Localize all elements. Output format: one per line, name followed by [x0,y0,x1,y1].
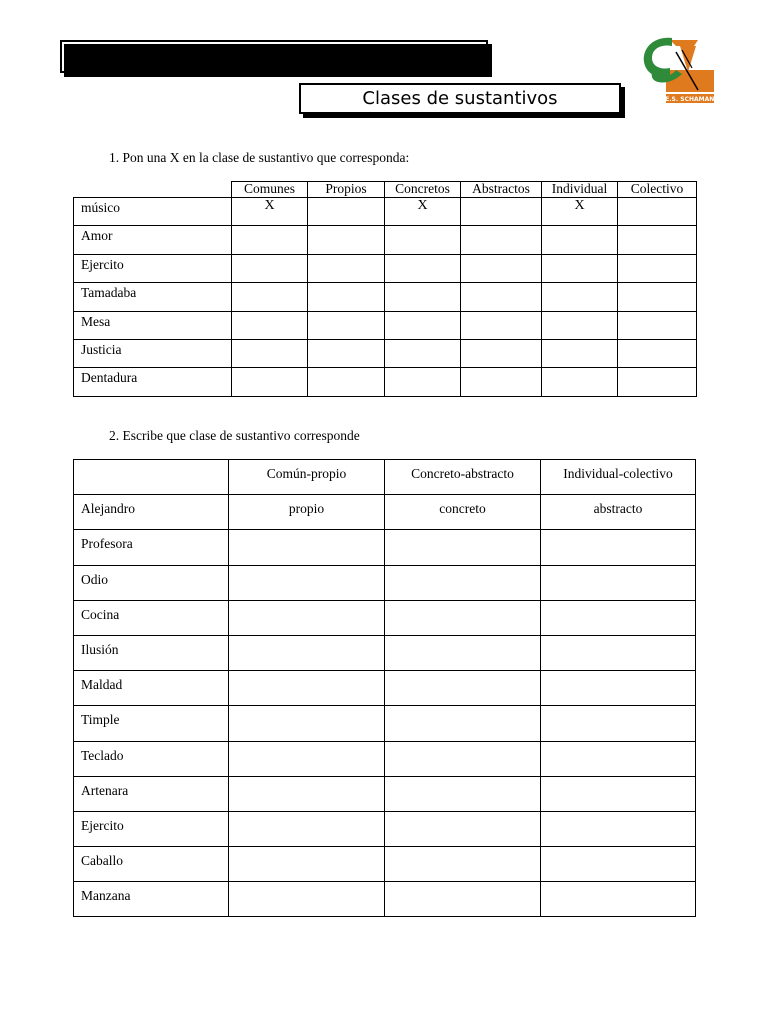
answer-cell[interactable] [229,847,385,882]
school-logo-icon [636,32,714,104]
answer-cell[interactable] [229,530,385,565]
answer-cell[interactable] [541,882,696,917]
answer-cell[interactable] [385,741,541,776]
answer-cell[interactable] [542,283,618,311]
table-header-cell: Comunes [232,182,308,198]
table-header-cell: Individual-colectivo [541,460,696,495]
answer-cell[interactable]: X [542,198,618,226]
answer-cell[interactable] [232,283,308,311]
answer-cell[interactable] [385,254,461,282]
row-label: Manzana [74,882,229,917]
answer-cell[interactable] [229,741,385,776]
answer-cell[interactable] [618,226,697,254]
row-label: Maldad [74,671,229,706]
answer-cell[interactable] [385,635,541,670]
answer-cell[interactable] [385,600,541,635]
answer-cell[interactable] [541,847,696,882]
row-label: Ejercito [74,254,232,282]
answer-cell[interactable] [618,368,697,396]
row-label: Ejercito [74,811,229,846]
answer-cell[interactable] [541,635,696,670]
exercise1-instruction: 1. Pon una X en la clase de sustantivo que corresponda: [109,150,410,165]
answer-cell[interactable] [461,198,542,226]
table-row [74,565,696,600]
answer-cell[interactable] [385,530,541,565]
exercise1-table [73,181,697,397]
answer-cell[interactable] [232,226,308,254]
row-label: Profesora [74,530,229,565]
row-label: Tamadaba [74,283,232,311]
answer-cell[interactable] [542,339,618,367]
row-label: Timple [74,706,229,741]
answer-cell[interactable]: abstracto [541,495,696,530]
answer-cell[interactable] [385,368,461,396]
table-row [74,741,696,776]
table-row [74,530,696,565]
answer-cell[interactable] [541,741,696,776]
answer-cell[interactable] [461,283,542,311]
answer-cell[interactable] [618,254,697,282]
answer-cell[interactable]: propio [229,495,385,530]
answer-cell[interactable] [618,311,697,339]
exercise2-instruction: 2. Escribe que clase de sustantivo corresponde [109,428,360,443]
answer-cell[interactable] [541,600,696,635]
table-row [74,600,696,635]
table-row [74,671,696,706]
answer-cell[interactable] [618,283,697,311]
row-label: Artenara [74,776,229,811]
answer-cell[interactable]: concreto [385,495,541,530]
answer-cell[interactable]: X [232,198,308,226]
answer-cell[interactable] [385,671,541,706]
answer-cell[interactable] [385,776,541,811]
answer-cell[interactable] [385,565,541,600]
answer-cell[interactable] [229,671,385,706]
answer-cell[interactable] [385,882,541,917]
row-label: Dentadura [74,368,232,396]
row-label: Alejandro [74,495,229,530]
answer-cell[interactable] [229,635,385,670]
answer-cell[interactable] [308,283,385,311]
table-row [74,368,697,396]
answer-cell[interactable] [229,706,385,741]
answer-cell[interactable] [385,311,461,339]
answer-cell[interactable] [461,311,542,339]
row-label: Odio [74,565,229,600]
answer-cell[interactable] [308,339,385,367]
table-row [74,776,696,811]
table-header-cell: Colectivo [618,182,697,198]
answer-cell[interactable] [232,368,308,396]
answer-cell[interactable] [385,811,541,846]
answer-cell[interactable] [618,198,697,226]
answer-cell[interactable] [461,339,542,367]
answer-cell[interactable] [541,565,696,600]
table-header-cell: Común-propio [229,460,385,495]
page-title: FICHA DE ACTIVIDADES DE GRAMÁTICA [60,40,488,73]
answer-cell[interactable] [618,339,697,367]
answer-cell[interactable] [542,226,618,254]
answer-cell[interactable] [229,600,385,635]
row-label: Teclado [74,741,229,776]
answer-cell[interactable] [308,198,385,226]
table-row [74,283,697,311]
answer-cell[interactable] [229,776,385,811]
answer-cell[interactable] [542,368,618,396]
answer-cell[interactable] [461,368,542,396]
table-row [74,706,696,741]
answer-cell[interactable] [541,706,696,741]
answer-cell[interactable] [542,254,618,282]
table-header-cell [74,460,229,495]
answer-cell[interactable] [385,283,461,311]
row-label: Cocina [74,600,229,635]
row-label: Justicia [74,339,232,367]
table-row [74,226,697,254]
answer-cell[interactable]: X [385,198,461,226]
exercise2-table [73,459,696,917]
answer-cell[interactable] [232,339,308,367]
row-label: Ilusión [74,635,229,670]
answer-cell[interactable] [232,254,308,282]
table-row [74,882,696,917]
table-row [74,311,697,339]
answer-cell[interactable] [461,226,542,254]
answer-cell[interactable] [232,311,308,339]
answer-cell[interactable] [308,254,385,282]
answer-cell[interactable] [461,254,542,282]
answer-cell[interactable] [385,339,461,367]
table-header-cell: Abstractos [461,182,542,198]
row-label: músico [74,198,232,226]
answer-cell[interactable] [385,847,541,882]
answer-cell[interactable] [385,706,541,741]
table-row [74,847,696,882]
table-row [74,254,697,282]
answer-cell[interactable] [542,311,618,339]
table-row [74,198,697,226]
table-row [74,635,696,670]
answer-cell[interactable] [229,882,385,917]
table-header-cell: Concretos [385,182,461,198]
table-header-cell: Individual [542,182,618,198]
answer-cell[interactable] [229,565,385,600]
logo-text: I.E.S. SCHAMANN [660,96,714,103]
table-row [74,495,696,530]
school-logo [636,32,714,104]
answer-cell[interactable] [229,811,385,846]
answer-cell[interactable] [308,368,385,396]
table-row [74,339,697,367]
answer-cell[interactable] [541,811,696,846]
answer-cell[interactable] [541,530,696,565]
answer-cell[interactable] [385,226,461,254]
table-header-cell [74,182,232,198]
row-label: Amor [74,226,232,254]
answer-cell[interactable] [308,311,385,339]
row-label: Caballo [74,847,229,882]
answer-cell[interactable] [541,776,696,811]
page-subtitle: Clases de sustantivos [299,83,621,114]
answer-cell[interactable] [308,226,385,254]
table-row [74,811,696,846]
answer-cell[interactable] [541,671,696,706]
row-label: Mesa [74,311,232,339]
table-header-cell: Concreto-abstracto [385,460,541,495]
table-header-cell: Propios [308,182,385,198]
